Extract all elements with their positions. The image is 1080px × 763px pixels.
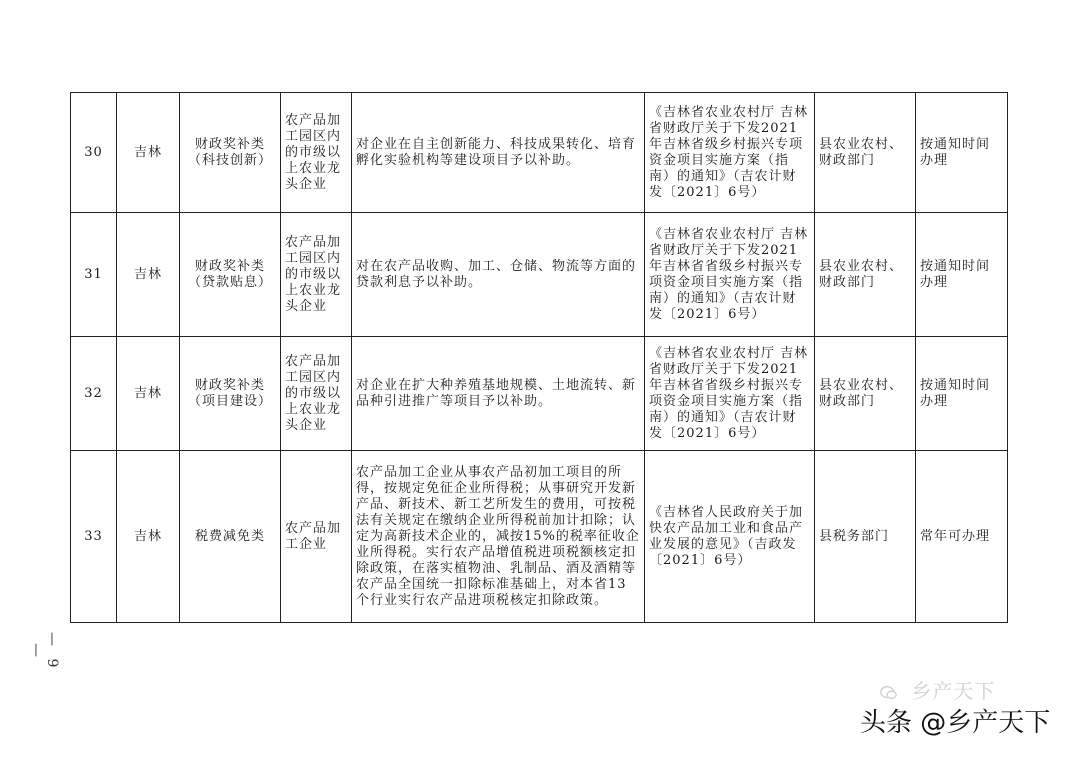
province-cell: 吉林 xyxy=(117,213,180,337)
table-row xyxy=(71,93,1008,213)
category-line: 财政奖补类 xyxy=(194,258,265,274)
watermark-faint-text: 乡产天下 xyxy=(911,679,996,703)
basis-cell: 《吉林省农业农村厅 吉林省财政厅关于下发2021 年吉林省省级乡村振兴专项资金项目实施方案（指南）的通知》（吉农计财发〔2021〕6号） xyxy=(645,213,815,337)
department-line: 县农业农村、 xyxy=(819,258,904,274)
watermark-faint xyxy=(880,675,995,704)
time-cell: 常年可办理 xyxy=(916,451,1008,623)
category-cell xyxy=(180,93,281,213)
department-line: 财政部门 xyxy=(819,274,876,290)
department-line: 县农业农村、 xyxy=(819,377,904,393)
department-line: 县税务部门 xyxy=(819,528,890,544)
department-cell xyxy=(815,337,916,451)
category-line: （项目建设） xyxy=(187,393,272,409)
department-cell xyxy=(815,93,916,213)
content-cell: 农产品加工企业从事农产品初加工项目的所得，按规定免征企业所得税；从事研究开发新产品、新技术、新工艺所发生的费用，可按税法有关规定在缴纳企业所得税前加计扣除；认定为高新技术企业的，减按15%的税率征收企业所得税。实行农产品增值税进项税额核定扣除政策，在落实植物油、乳制品、酒及酒精等农产品全国统一扣除标准基础上，对本省13个行业实行农产品进项税核定扣除政策。 xyxy=(352,451,645,623)
time-cell: 按通知时间办理 xyxy=(916,93,1008,213)
category-line: 财政奖补类 xyxy=(194,377,265,393)
category-cell xyxy=(180,451,281,623)
content-cell: 对在农产品收购、加工、仓储、物流等方面的贷款利息予以补助。 xyxy=(352,213,645,337)
content-cell: 对企业在自主创新能力、科技成果转化、培育孵化实验机构等建设项目予以补助。 xyxy=(352,93,645,213)
page-number: — 9 — xyxy=(28,632,60,672)
row-number: 31 xyxy=(71,213,117,337)
content-cell: 对企业在扩大种养殖基地规模、土地流转、新品种引进推广等项目予以补助。 xyxy=(352,337,645,451)
table-row xyxy=(71,337,1008,451)
table-row xyxy=(71,213,1008,337)
subject-cell: 农产品加工园区内的市级以上农业龙头企业 xyxy=(281,213,352,337)
basis-cell: 《吉林省人民政府关于加快农产品加工业和食品产业发展的意见》（吉政发〔2021〕6号） xyxy=(645,451,815,623)
department-line: 县农业农村、 xyxy=(819,136,904,152)
row-number: 33 xyxy=(71,451,117,623)
department-line: 财政部门 xyxy=(819,393,876,409)
subject-cell: 农产品加工园区内的市级以上农业龙头企业 xyxy=(281,93,352,213)
category-line: （贷款贴息） xyxy=(187,274,272,290)
category-cell xyxy=(180,337,281,451)
province-cell: 吉林 xyxy=(117,337,180,451)
time-cell: 按通知时间办理 xyxy=(916,213,1008,337)
department-line: 财政部门 xyxy=(819,152,876,168)
row-number: 32 xyxy=(71,337,117,451)
subject-cell: 农产品加工园区内的市级以上农业龙头企业 xyxy=(281,337,352,451)
watermark: 头条 @乡产天下 xyxy=(860,708,1051,738)
basis-cell: 《吉林省农业农村厅 吉林省财政厅关于下发2021 年吉林省省级乡村振兴专项资金项目实施方案（指南）的通知》（吉农计财发〔2021〕6号） xyxy=(645,337,815,451)
department-cell xyxy=(815,213,916,337)
policy-table xyxy=(70,92,1008,623)
category-cell xyxy=(180,213,281,337)
subject-cell: 农产品加工企业 xyxy=(281,451,352,623)
category-line: 税费减免类 xyxy=(194,528,265,544)
wechat-icon xyxy=(880,684,898,702)
policy-table-body xyxy=(71,93,1008,623)
category-line: （科技创新） xyxy=(187,152,272,168)
province-cell: 吉林 xyxy=(117,93,180,213)
time-cell: 按通知时间办理 xyxy=(916,337,1008,451)
table-row xyxy=(71,451,1008,623)
province-cell: 吉林 xyxy=(117,451,180,623)
basis-cell: 《吉林省农业农村厅 吉林省财政厅关于下发2021 年吉林省级乡村振兴专项资金项目实施方案（指南）的通知》（吉农计财发〔2021〕6号） xyxy=(645,93,815,213)
department-cell xyxy=(815,451,916,623)
category-line: 财政奖补类 xyxy=(194,136,265,152)
row-number: 30 xyxy=(71,93,117,213)
